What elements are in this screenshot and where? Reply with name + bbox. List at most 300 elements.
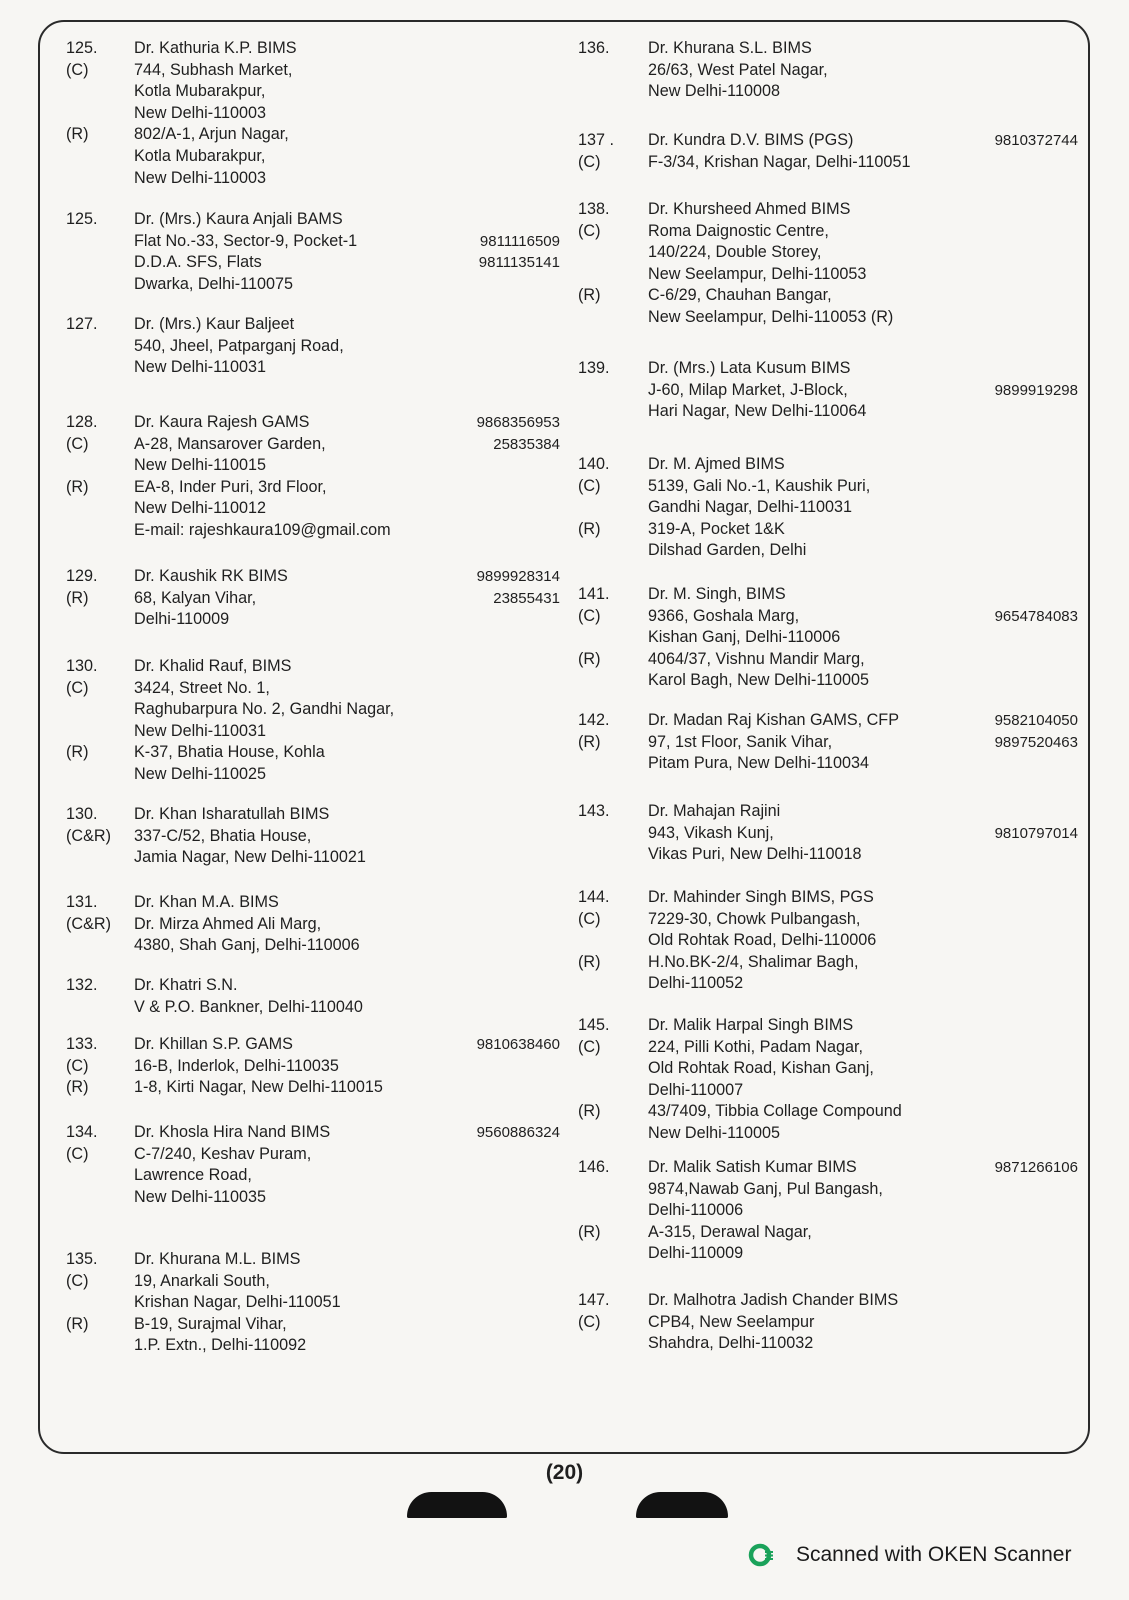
doctor-name: Dr. Khalid Rauf, BIMS [134,657,292,675]
doctor-name: Dr. (Mrs.) Lata Kusum BIMS [648,359,851,377]
entry-tag: (R) [66,743,89,762]
entry-line [578,887,1078,909]
directory-entry [66,804,560,869]
address-line: 802/A-1, Arjun Nagar, [134,125,289,144]
address-line: Delhi-110009 [648,1244,744,1263]
entry-tag: 142. [578,711,610,729]
phone-number: 9560886324 [476,1124,560,1141]
address-line: Pitam Pura, New Delhi-110034 [648,754,870,773]
entry-tag: (C) [578,152,601,171]
entry-tag: 132. [66,976,98,994]
entry-tag: 139. [578,359,610,377]
entry-tag [578,60,648,82]
entry-line [66,1056,560,1078]
phone-number [995,584,1078,606]
entry-line [578,540,1078,562]
address-line: 1.P. Extn., Delhi-110092 [134,1336,307,1355]
address-line: 7229-30, Chowk Pulbangash, [648,909,861,928]
entry-tag: (C) [578,1037,601,1056]
phone-numbers [995,1157,1078,1179]
entry-tag: 135. [66,1250,98,1268]
address-line: 3424, Street No. 1, [134,678,270,697]
entry-line [66,314,560,336]
entry-tag: (R) [66,1314,89,1333]
directory-entry [578,199,1078,329]
entry-line [66,60,560,82]
entry-line [578,1058,1078,1080]
directory-entry [66,1249,560,1357]
directory-entry [66,892,560,957]
entry-tag: (C) [66,434,89,453]
doctor-name: Dr. Kaura Rajesh GAMS [134,413,310,431]
phone-numbers [995,584,1078,627]
entry-line [66,804,560,826]
entry-tag: 129. [66,567,98,585]
address-line: Delhi-110052 [648,974,744,993]
entry-tag [66,357,134,379]
address-line: C-6/29, Chauhan Bangar, [648,286,832,305]
entry-tag: (R) [578,952,601,971]
directory-entry [578,584,1078,692]
entry-tag: 145. [578,1016,610,1034]
directory-entry [578,1015,1078,1145]
entry-line [66,81,560,103]
phone-numbers [477,412,560,455]
entry-line [66,1314,560,1336]
entry-tag [66,609,134,631]
address-line: New Delhi-110031 [134,721,266,740]
entry-line [578,1179,1078,1201]
address-line: New Delhi-110035 [134,1187,266,1206]
entry-line [66,520,560,542]
entry-line [578,1312,1078,1334]
directory-entry [66,656,560,786]
address-line: E-mail: rajeshkaura109@gmail.com [134,520,391,539]
address-line: A-315, Derawal Nagar, [648,1222,812,1241]
entry-line [578,753,1078,775]
entry-tag: 127. [66,315,98,333]
entry-line [66,1165,560,1187]
entry-tag [578,1080,648,1102]
entry-tag: 131. [66,893,98,911]
entry-tag [66,764,134,786]
entry-tag [578,844,648,866]
address-line: 140/224, Double Storey, [648,243,822,262]
phone-number: 9811135141 [478,254,560,272]
address-line: 9366, Goshala Marg, [648,606,800,625]
address-line: 19, Anarkali South, [134,1271,270,1290]
entry-line [66,103,560,125]
entry-line [578,264,1078,286]
directory-entry [578,454,1078,562]
entry-tag: (R) [578,519,601,538]
entry-line [578,497,1078,519]
entry-tag [66,103,134,125]
address-line: Delhi-110009 [134,610,230,629]
address-line: A-28, Mansarover Garden, [134,434,326,453]
directory-entry [578,801,1078,866]
address-line: B-19, Surajmal Vihar, [134,1314,287,1333]
entry-tag [578,307,648,329]
entry-tag [578,242,648,264]
address-line: New Delhi-110025 [134,764,266,783]
doctor-name: Dr. Madan Raj Kishan GAMS, CFP [648,711,899,729]
entry-tag: 147. [578,1291,610,1309]
address-line: Gandhi Nagar, Delhi-110031 [648,498,852,517]
entry-line [578,38,1078,60]
phone-numbers [995,710,1078,753]
scanner-text: Scanned with OKEN Scanner [796,1543,1072,1566]
phone-number: 9810638460 [476,1036,560,1053]
doctor-name: Dr. Khursheed Ahmed BIMS [648,200,851,218]
directory-entry [66,412,560,542]
address-line: Hari Nagar, New Delhi-110064 [648,402,867,421]
entry-tag [578,753,648,775]
entry-line [578,1080,1078,1102]
doctor-name: Dr. Malik Harpal Singh BIMS [648,1016,854,1034]
directory-entry [578,130,1078,173]
entry-line [66,609,560,631]
entry-line [66,168,560,190]
entry-tag: (C) [578,606,601,625]
phone-number [995,358,1078,380]
entry-line [578,199,1078,221]
entry-tag [578,973,648,995]
phone-number: 9810797014 [994,824,1078,842]
entry-line [578,401,1078,423]
doctor-name: Dr. M. Ajmed BIMS [648,455,785,473]
entry-line [578,1037,1078,1059]
entry-tag [578,930,648,952]
entry-tag [66,498,134,520]
address-line: Kotla Mubarakpur, [134,146,266,165]
address-line: Flat No.-33, Sector-9, Pocket-1 [134,231,358,250]
directory-entry [578,710,1078,775]
address-line: Kishan Ganj, Delhi-110006 [648,628,841,647]
address-line: Delhi-110007 [648,1080,744,1099]
address-line: V & P.O. Bankner, Delhi-110040 [134,997,363,1016]
doctor-name: Dr. (Mrs.) Kaur Baljeet [134,315,295,333]
entry-tag [578,497,648,519]
entry-line [578,1015,1078,1037]
entry-line [66,336,560,358]
scan-artifact-right [636,1492,728,1518]
entry-tag [578,401,648,423]
entry-line [578,307,1078,329]
entry-tag: (R) [66,477,89,496]
address-line: Old Rohtak Road, Delhi-110006 [648,931,877,950]
address-line: Dilshad Garden, Delhi [648,541,807,560]
entry-line [66,498,560,520]
entry-line [578,1243,1078,1265]
address-line: 224, Pilli Kothi, Padam Nagar, [648,1037,864,1056]
entry-tag: 136. [578,39,610,57]
entry-line [578,844,1078,866]
address-line: Vikas Puri, New Delhi-110018 [648,845,862,864]
address-line: J-60, Milap Market, J-Block, [648,380,848,399]
address-line: K-37, Bhatia House, Kohla [134,743,325,762]
address-line: C-7/240, Keshav Puram, [134,1144,312,1163]
entry-line [578,1123,1078,1145]
entry-line [66,1187,560,1209]
address-line: 5139, Gali No.-1, Kaushik Puri, [648,476,871,495]
doctor-name: Dr. Khurana M.L. BIMS [134,1250,301,1268]
address-line: CPB4, New Seelampur [648,1312,815,1331]
address-line: 943, Vikash Kunj, [648,823,774,842]
address-line: New Delhi-110003 [134,168,266,187]
entry-line [578,909,1078,931]
entry-tag [578,81,648,103]
entry-line [578,1101,1078,1123]
entry-line [66,1292,560,1314]
entry-tag [578,380,648,402]
entry-tag [66,520,134,542]
entry-tag: (R) [66,1078,89,1097]
address-line: New Delhi-110015 [134,456,266,475]
phone-number: 9868356953 [476,414,560,431]
entry-tag: (C) [578,221,601,240]
address-line: New Delhi-110031 [134,358,266,377]
doctor-name: Dr. (Mrs.) Kaura Anjali BAMS [134,210,343,228]
address-line: New Delhi-110012 [134,499,266,518]
address-line: 68, Kalyan Vihar, [134,588,257,607]
entry-tag: 141. [578,585,610,603]
entry-line [578,930,1078,952]
phone-number: 23855431 [493,589,560,607]
entry-line [66,1144,560,1166]
address-line: Karol Bagh, New Delhi-110005 [648,671,870,690]
entry-tag: (C) [66,1144,89,1163]
entry-tag: (R) [578,1222,601,1241]
entry-line [578,1200,1078,1222]
entry-tag [66,81,134,103]
address-line: Jamia Nagar, New Delhi-110021 [134,848,366,867]
entry-tag [66,721,134,743]
phone-number: 25835384 [493,435,560,453]
entry-tag [66,231,134,253]
entry-tag: (C&R) [66,826,111,845]
entry-tag [66,1335,134,1357]
doctor-name: Dr. Khan Isharatullah BIMS [134,805,330,823]
entry-tag [66,336,134,358]
doctor-name: Dr. Mahajan Rajini [648,802,781,820]
entry-tag [578,1123,648,1145]
oken-scanner-logo-icon [748,1542,774,1568]
entry-line [578,952,1078,974]
entry-tag: (R) [578,1102,601,1121]
entry-tag [578,1243,648,1265]
entry-line [66,721,560,743]
entry-tag [578,264,648,286]
address-line: 319-A, Pocket 1&K [648,519,785,538]
doctor-name: Dr. Mahinder Singh BIMS, PGS [648,888,874,906]
entry-tag: 137 . [578,131,615,149]
entry-tag: (R) [578,286,601,305]
entry-tag: (C) [578,1312,601,1331]
entry-line [578,152,1078,174]
address-line: New Delhi-110003 [134,103,266,122]
entry-line [578,519,1078,541]
entry-line [66,1335,560,1357]
directory-entry [66,975,560,1018]
entry-tag: 130. [66,805,98,823]
address-line: 97, 1st Floor, Sanik Vihar, [648,732,833,751]
phone-number: 9897520463 [994,733,1078,751]
address-line: H.No.BK-2/4, Shalimar Bagh, [648,952,859,971]
entry-tag [66,274,134,296]
entry-line [66,38,560,60]
scanner-watermark [748,1540,1071,1570]
doctor-name: Dr. Khosla Hira Nand BIMS [134,1123,331,1141]
address-line: 540, Jheel, Patparganj Road, [134,336,344,355]
entry-tag: 143. [578,802,610,820]
address-line: F-3/34, Krishan Nagar, Delhi-110051 [648,152,911,171]
entry-line [578,285,1078,307]
entry-tag [578,1200,648,1222]
address-line: Roma Daignostic Centre, [648,221,829,240]
address-line: Delhi-110006 [648,1201,744,1220]
entry-tag: 134. [66,1123,98,1141]
entry-tag: 125. [66,39,98,57]
phone-number: 9582104050 [994,712,1078,729]
doctor-name: Dr. Khatri S.N. [134,976,238,994]
scan-artifact-left [407,1492,507,1518]
address-line: Krishan Nagar, Delhi-110051 [134,1293,341,1312]
address-line: 16-B, Inderlok, Delhi-110035 [134,1056,339,1075]
entry-line [578,476,1078,498]
address-line: 1-8, Kirti Nagar, New Delhi-110015 [134,1078,383,1097]
phone-number: 9810372744 [994,132,1078,149]
address-line: 744, Subhash Market, [134,60,293,79]
directory-entry [578,38,1078,103]
address-line: Kotla Mubarakpur, [134,82,266,101]
entry-tag: (C) [66,1271,89,1290]
entry-tag: (C) [578,909,601,928]
entry-tag [578,540,648,562]
entry-line [66,826,560,848]
doctor-name: Dr. Kundra D.V. BIMS (PGS) [648,131,854,149]
entry-line [66,146,560,168]
doctor-name: Dr. Kathuria K.P. BIMS [134,39,297,57]
entry-line [578,670,1078,692]
address-line: Lawrence Road, [134,1166,252,1185]
entry-line [66,975,560,997]
entry-tag: (C) [578,476,601,495]
address-line: Old Rohtak Road, Kishan Ganj, [648,1059,874,1078]
entry-tag [578,627,648,649]
phone-number [995,801,1078,823]
entry-tag: 138. [578,200,610,218]
entry-line [66,892,560,914]
address-line: 26/63, West Patel Nagar, [648,60,828,79]
entry-line [578,973,1078,995]
entry-line [66,847,560,869]
address-line: New Delhi-110005 [648,1123,780,1142]
entry-tag [578,670,648,692]
address-line: 337-C/52, Bhatia House, [134,826,312,845]
phone-number [479,209,560,231]
entry-tag [66,847,134,869]
address-line: 4380, Shah Ganj, Delhi-110006 [134,936,360,955]
entry-tag: (R) [578,732,601,751]
phone-numbers [995,130,1078,152]
doctor-name: Dr. Malik Satish Kumar BIMS [648,1158,857,1176]
entry-line [66,914,560,936]
address-line: EA-8, Inder Puri, 3rd Floor, [134,477,327,496]
entry-line [578,221,1078,243]
entry-tag: 128. [66,413,98,431]
entry-tag [66,146,134,168]
address-line: D.D.A. SFS, Flats [134,253,262,272]
entry-line [66,1077,560,1099]
directory-entry [66,566,560,631]
entry-tag: 133. [66,1035,98,1053]
address-line: New Delhi-110008 [648,82,780,101]
entry-tag [66,1292,134,1314]
entry-tag [66,997,134,1019]
entry-tag [66,455,134,477]
address-line: Raghubarpura No. 2, Gandhi Nagar, [134,700,395,719]
entry-line [578,242,1078,264]
address-line: Dr. Mirza Ahmed Ali Marg, [134,914,322,933]
doctor-name: Dr. Kaushik RK BIMS [134,567,288,585]
entry-line [66,656,560,678]
directory-entry [66,38,560,189]
address-line: New Seelampur, Delhi-110053 [648,264,867,283]
entry-tag: (C) [66,1056,89,1075]
entry-line [66,455,560,477]
entry-tag: (C) [66,60,89,79]
entry-line [66,357,560,379]
address-line: Dwarka, Delhi-110075 [134,274,293,293]
address-line: 9874,Nawab Ganj, Pul Bangash, [648,1179,883,1198]
entry-line [66,477,560,499]
entry-tag [66,1165,134,1187]
directory-entry [66,314,560,379]
entry-tag: 125. [66,210,98,228]
address-line: 4064/37, Vishnu Mandir Marg, [648,649,865,668]
phone-numbers [995,358,1078,401]
entry-tag [578,1333,648,1355]
entry-line [66,274,560,296]
directory-entry [578,1157,1078,1265]
directory-entry [578,1290,1078,1355]
directory-entry [578,358,1078,423]
address-line: Shahdra, Delhi-110032 [648,1334,814,1353]
doctor-name: Dr. M. Singh, BIMS [648,585,786,603]
entry-line [578,60,1078,82]
directory-entry [66,1034,560,1099]
entry-line [66,678,560,700]
entry-line [66,124,560,146]
entry-line [578,1333,1078,1355]
phone-numbers [477,1122,560,1144]
page-number: (20) [545,1461,584,1484]
directory-entry [66,1122,560,1208]
entry-line [66,742,560,764]
phone-number: 9654784083 [994,607,1078,625]
entry-tag [578,1179,648,1201]
entry-line [578,649,1078,671]
phone-numbers [995,801,1078,844]
entry-line [578,1290,1078,1312]
doctor-name: Dr. Malhotra Jadish Chander BIMS [648,1291,899,1309]
entry-tag [66,935,134,957]
doctor-name: Dr. Khurana S.L. BIMS [648,39,812,57]
phone-number: 9899928314 [476,568,560,585]
doctor-name: Dr. Khillan S.P. GAMS [134,1035,293,1053]
phone-number: 9871266106 [994,1159,1078,1176]
